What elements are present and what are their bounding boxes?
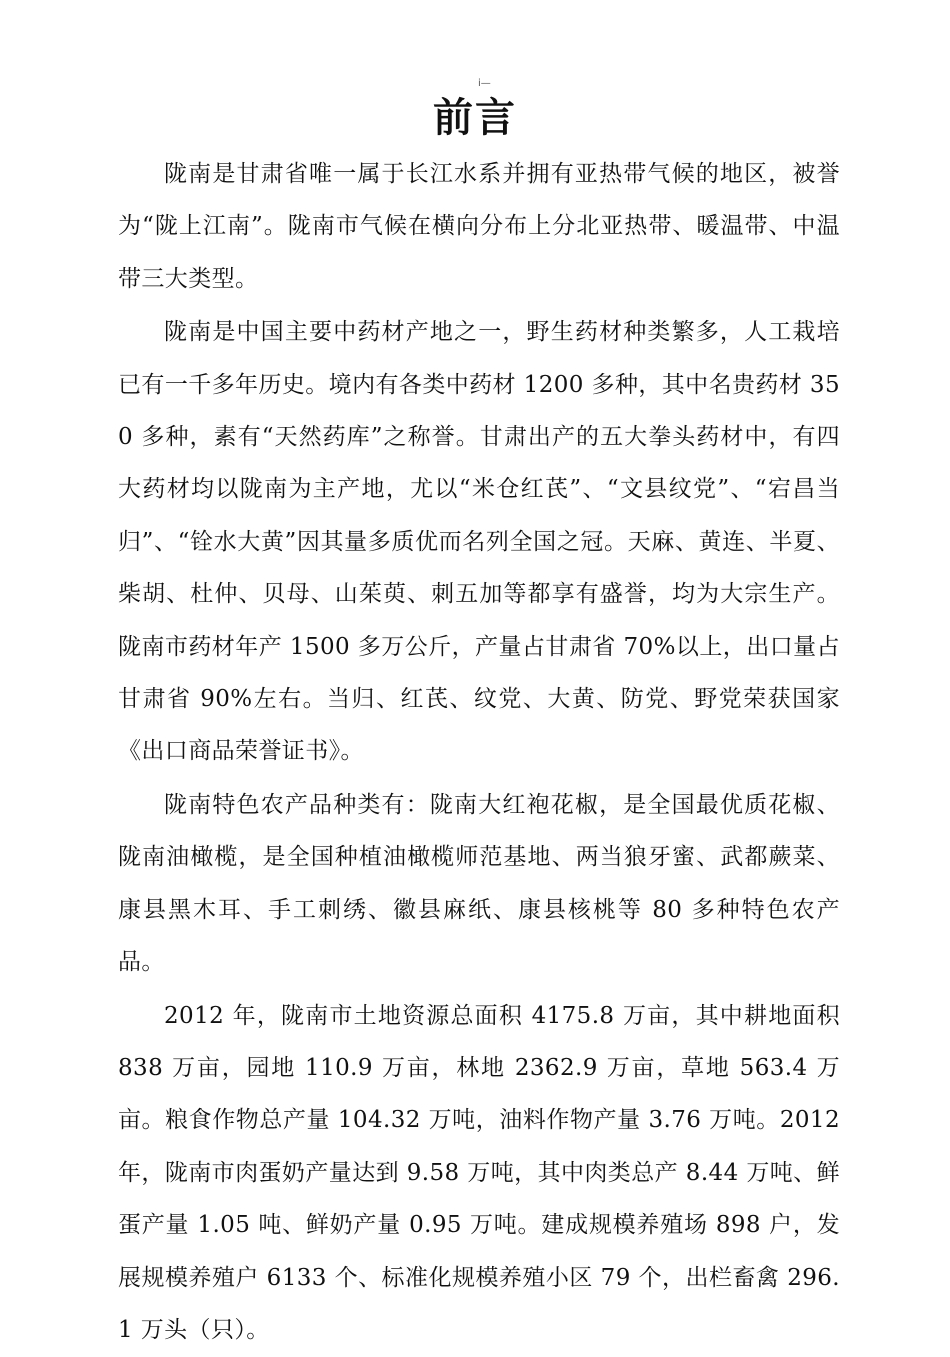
page-title: 前言 — [433, 95, 517, 141]
paragraph-climate: 陇南是甘肃省唯一属于长江水系并拥有亚热带气候的地区，被誉为“陇上江南”。陇南市气候在横向分布上分北亚热带、暖温带、中温带三大类型。 — [118, 161, 840, 292]
paragraph-specialty-products: 陇南特色农产品种类有：陇南大红袍花椒，是全国最优质花椒、陇南油橄榄，是全国种植油橄榄师范基地、两当狼牙蜜、武都蕨菜、康县黑木耳、手工刺绣、徽县麻纸、康县核桃等 80 多种特色农产品。 — [118, 791, 840, 976]
paragraph-land-statistics: 2012 年，陇南市土地资源总面积 4175.8 万亩，其中耕地面积 838 万亩，园地 110.9 万亩，林地 2362.9 万亩，草地 563.4 万亩。粮食作物总产量 104.32 万吨，油料作物产量 3.76 万吨。2012 年，陇南市肉蛋奶产量达到 9.58 万吨，其中肉类总产 8.44 万吨、鲜蛋产量 1.05 吨、鲜奶产量 0.95 万吨。建成规模养殖场 898 户，发展规模养殖户 6133 个、标准化规模养殖小区 79 个，出栏畜禽 296.1 万头（只）。 — [118, 1002, 840, 1343]
paragraph-herbal-medicine: 陇南是中国主要中药材产地之一，野生药材种类繁多，人工栽培已有一千多年历史。境内有各类中药材 1200 多种，其中名贵药材 350 多种，素有“天然药库”之称誉。甘肃出产的五大拳头药材中，有四大药材均以陇南为主产地，尤以“米仓红芪”、“文县纹党”、“宕昌当归”、“铨水大黄”因其量多质优而名列全国之冠。天麻、黄连、半夏、柴胡、杜仲、贝母、山茱萸、刺五加等都享有盛誉，均为大宗生产。陇南市药材年产 1500 多万公斤，产量占甘肃省 70%以上，出口量占甘肃省 90%左右。当归、红芪、纹党、大黄、防党、野党荣获国家《出口商品荣誉证书》。 — [118, 319, 840, 765]
header-mark: i— — [478, 78, 491, 89]
document-body — [118, 148, 840, 1357]
